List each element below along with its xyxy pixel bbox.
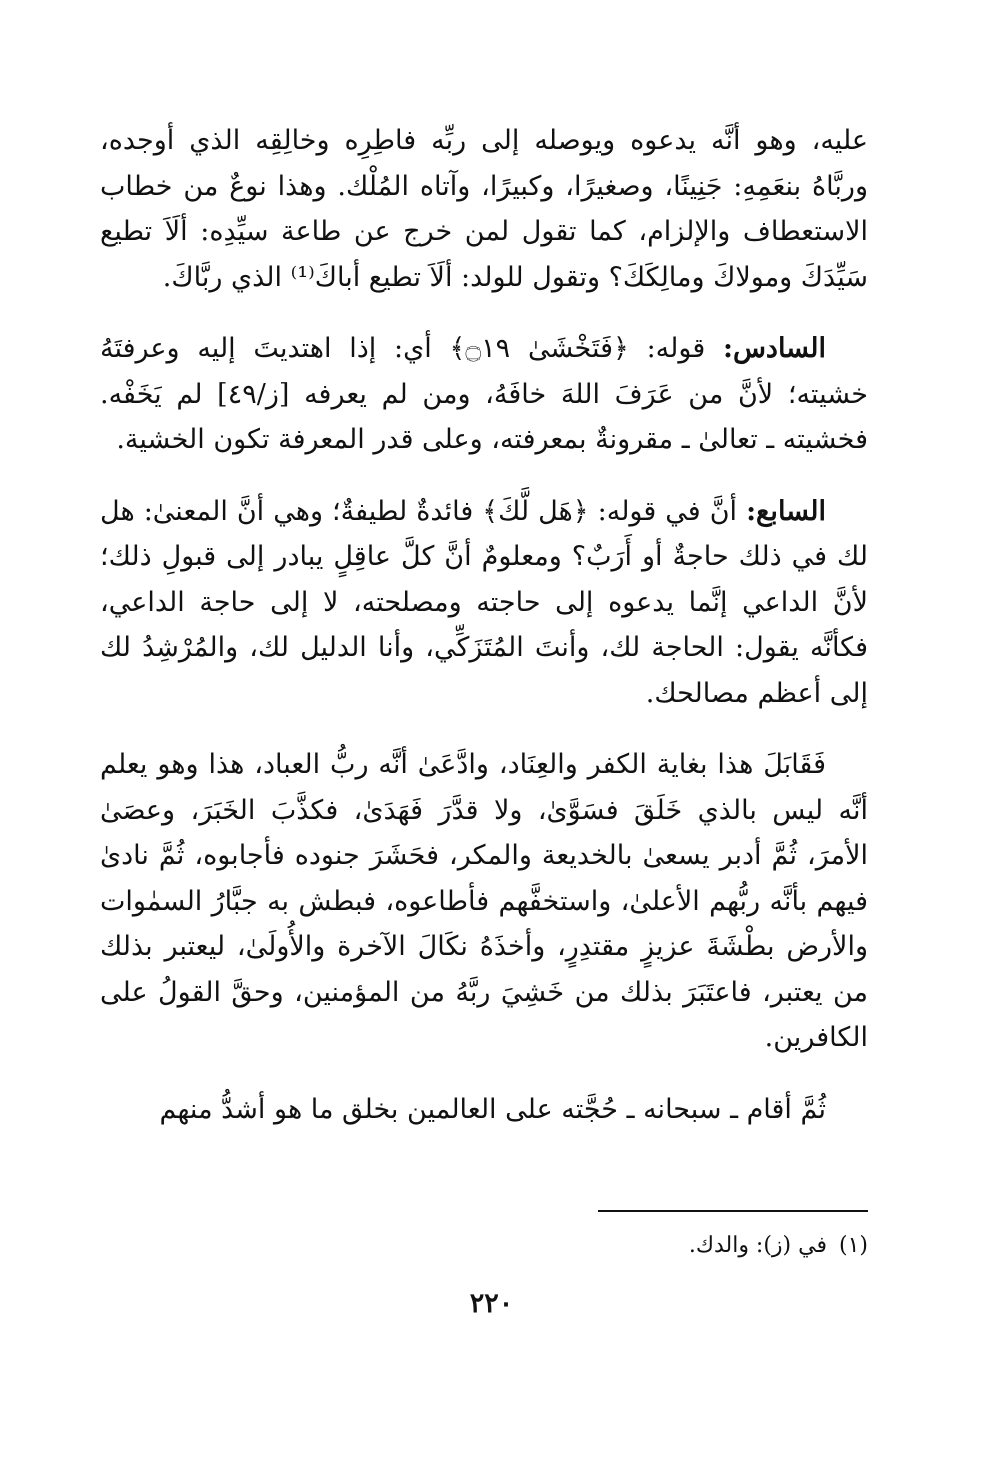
footnote [689, 1228, 868, 1264]
paragraph-3-lead: السابع: [746, 495, 826, 527]
paragraph-2-lead: السادس: [723, 333, 826, 364]
footnote-divider [598, 1210, 868, 1212]
paragraph-1 [100, 118, 868, 300]
footnote-number: (١) [838, 1233, 868, 1258]
paragraph-3 [100, 489, 868, 717]
paragraph-2 [100, 326, 868, 463]
paragraph-4-text: فَقَابَلَ هذا بغاية الكفر والعِنَاد، وادَّعَىٰ أنَّه ربُّ العباد، هذا وهو يعلم أنَّه ليس بالذي خَلَقَ فسَوَّىٰ، ولا قدَّرَ فَهَدَىٰ، فكذَّبَ الخَبَرَ، وعصَىٰ الأمرَ، ثُمَّ أدبر يسعىٰ بالخديعة والمكر، فحَشَرَ جنوده فأجابوه، ثُمَّ نادىٰ فيهم بأنَّه ربُّهم الأعلىٰ، واستخفَّهم فأطاعوه، فبطش به جبَّارُ السمٰوات والأرض بطْشَةَ عزيزٍ مقتدِرٍ، وأخذَهُ نكَالَ الآخرة والأُولَىٰ، ليعتبر بذلك من يعتبر، فاعتَبَرَ بذلك من خَشِيَ ربَّهُ من المؤمنين، وحقَّ القولُ على الكافرين. [100, 749, 868, 1053]
paragraph-1-text: عليه، وهو أنَّه يدعوه ويوصله إلى ربِّه فاطِرِه وخالِقِه الذي أوجده، وربَّاهُ بنعَمِهِ: جَنِينًا، وصغيرًا، وكبيرًا، وآتاه المُلْك. وهذا نوعٌ من خطاب الاستعطاف والإلزام، كما تقول لمن خرج عن طاعة سيِّدِه: ألَاَ تطيع سَيِّدَكَ ومولاكَ ومالِكَكَ؟ وتقول للولد: ألَاَ تطيع أباكَ⁽¹⁾ الذي ربَّاكَ. [100, 125, 868, 293]
paragraph-4 [100, 742, 868, 1061]
page-number: ٢٢٠ [469, 1288, 514, 1319]
paragraph-3-text: أنَّ في قوله: ﴿هَل لَّكَ﴾ فائدةٌ لطيفةٌ؛ وهي أنَّ المعنىٰ: هل لك في ذلك حاجةٌ أو أَرَبٌ؟ ومعلومٌ أنَّ كلَّ عاقِلٍ يبادر إلى قبولِ ذلك؛ لأنَّ الداعي إنَّما يدعوه إلى حاجته ومصلحته، لا إلى حاجة الداعي، فكأنَّه يقول: الحاجة لك، وأنتَ المُتَزَكِّي، وأنا الدليل لك، والمُرْشِدُ لك إلى أعظم مصالحك. [100, 495, 868, 709]
paragraph-5 [100, 1087, 868, 1133]
paragraph-2-text: قوله: ﴿فَتَخْشَىٰ ۝١٩﴾ أي: إذا اهتديتَ إليه وعرفتَهُ خشيته؛ لأنَّ من عَرَفَ اللهَ خافَهُ، ومن لم يعرفه [ز/٤٩] لم يَخَفْه. فخشيته ـ تعالىٰ ـ مقرونةٌ بمعرفته، وعلى قدر المعرفة تكون الخشية. [100, 333, 868, 455]
footnote-text: في (ز): والدك. [688, 1233, 827, 1258]
paragraph-5-text: ثُمَّ أقام ـ سبحانه ـ حُجَّته على العالمين بخلق ما هو أشدُّ منهم [159, 1093, 826, 1125]
page-body [100, 118, 868, 1158]
